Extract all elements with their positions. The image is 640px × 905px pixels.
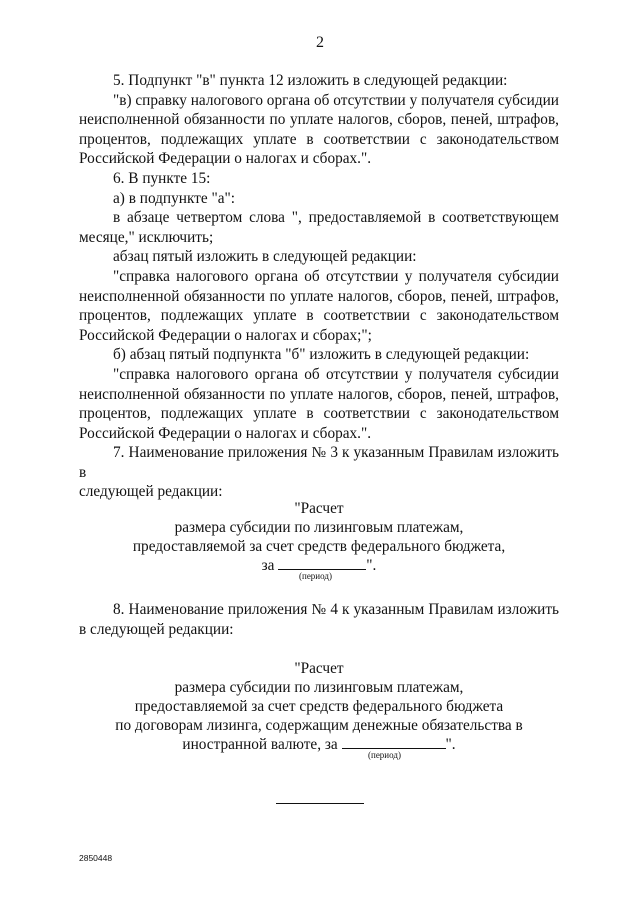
paragraph-7-line-2: следующей редакции: (79, 483, 223, 501)
paragraph-5-quote-line-3: процентов, подлежащих уплате в соответствии с законодательством (79, 130, 559, 148)
appendix-3-title-line-2: размера субсидии по лизинговым платежам, (174, 519, 464, 536)
appendix-4-period-blank (342, 736, 446, 749)
paragraph-8-line-2: в следующей редакции: (79, 620, 234, 638)
appendix-4-period-suffix: ". (445, 736, 456, 753)
paragraph-6a-quote-line-4: Российской Федерации о налогах и сборах;"; (79, 326, 372, 344)
paragraph-6a2-line-1: абзац пятый изложить в следующей редакции: (113, 248, 417, 266)
appendix-4-title-line-5 (79, 735, 559, 754)
appendix-4-title-line-2: размера субсидии по лизинговым платежам, (174, 679, 464, 696)
paragraph-8-line-1: 8. Наименование приложения № 4 к указанным Правилам изложить (113, 601, 559, 618)
appendix-3-period-caption: (период) (299, 571, 332, 581)
appendix-3-title (79, 499, 559, 575)
paragraph-6b-quote-line-4: Российской Федерации о налогах и сборах.". (79, 424, 372, 442)
appendix-4-title-line-3: предоставляемой за счет средств федерального бюджета (134, 698, 504, 715)
paragraph-6b-quote-line-1: "справка налогового органа об отсутствии у получателя субсидии (113, 365, 559, 383)
appendix-3-period-prefix: за (261, 557, 275, 574)
appendix-4-title (79, 659, 559, 754)
paragraph-5-quote-line-2: неисполненной обязанности по уплате налогов, сборов, пеней, штрафов, (79, 111, 559, 129)
paragraph-6a-quote-line-2: неисполненной обязанности по уплате налогов, сборов, пеней, штрафов, (79, 287, 559, 305)
appendix-4-period-prefix: иностранной валюте, за (182, 736, 338, 753)
paragraph-6-line-1: 6. В пункте 15: (113, 169, 211, 187)
appendix-3-title-line-1: "Расчет (294, 500, 344, 517)
paragraph-5-quote-line-1: "в) справку налогового органа об отсутствии у получателя субсидии (113, 91, 559, 109)
paragraph-7-line-1: 7. Наименование приложения № 3 к указанным Правилам изложить в (79, 444, 559, 481)
appendix-4-title-line-4: по договорам лизинга, содержащим денежные обязательства в (115, 717, 523, 734)
appendix-4-period-caption: (период) (368, 750, 401, 760)
paragraph-6b-quote-line-3: процентов, подлежащих уплате в соответствии с законодательством (79, 405, 559, 423)
paragraph-8 (79, 600, 559, 639)
document-body (79, 71, 559, 502)
appendix-3-period-suffix: ". (366, 557, 377, 574)
appendix-3-title-line-3: предоставляемой за счет средств федерального бюджета, (132, 538, 506, 555)
paragraph-6b-quote-line-2: неисполненной обязанности по уплате налогов, сборов, пеней, штрафов, (79, 385, 559, 403)
paragraph-5-line-1: 5. Подпункт "в" пункта 12 изложить в следующей редакции: (113, 72, 508, 89)
appendix-4-title-line-1: "Расчет (294, 660, 344, 677)
appendix-3-period-blank (278, 557, 366, 570)
paragraph-6a-line-1: а) в подпункте "а": (113, 189, 236, 207)
end-divider (276, 803, 364, 804)
paragraph-6a1-line-2: месяце," исключить; (79, 228, 214, 246)
paragraph-6a1-line-1: в абзаце четвертом слова ", предоставляемой в соответствующем (113, 209, 559, 227)
document-code: 2850448 (79, 853, 113, 863)
paragraph-6b-line-1: б) абзац пятый подпункта "б" изложить в следующей редакции: (113, 346, 530, 364)
paragraph-5-quote-line-4: Российской Федерации о налогах и сборах.". (79, 150, 372, 168)
paragraph-6a-quote-line-3: процентов, подлежащих уплате в соответствии с законодательством (79, 307, 559, 325)
page-number: 2 (316, 34, 324, 51)
paragraph-6a-quote-line-1: "справка налогового органа об отсутствии у получателя субсидии (113, 267, 559, 285)
